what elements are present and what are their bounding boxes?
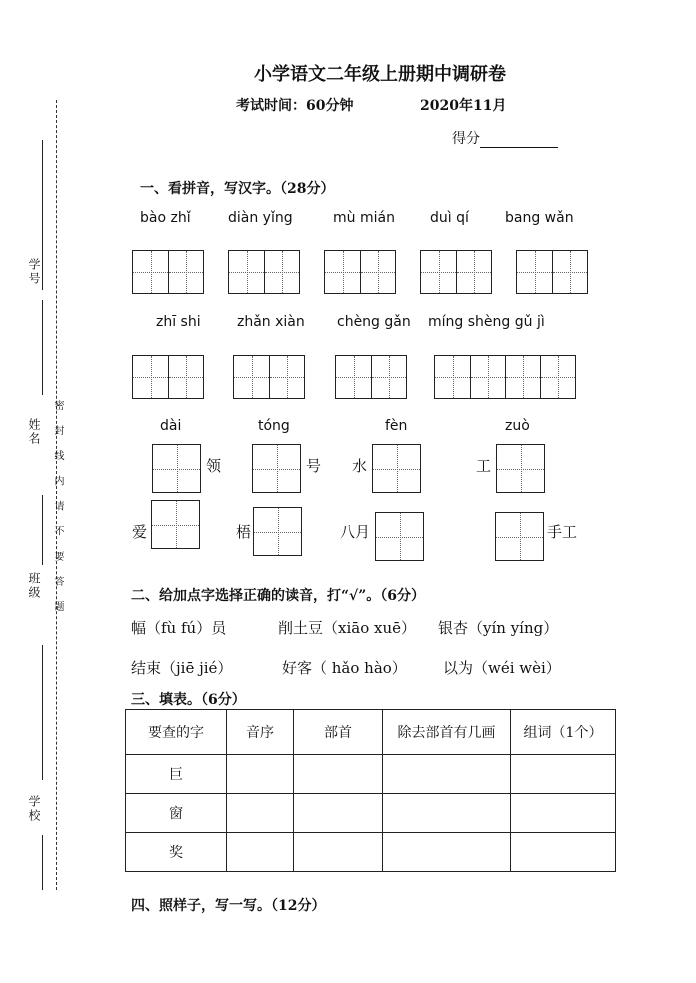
row-char: 窗 — [126, 794, 227, 833]
write-box-1-3[interactable] — [324, 250, 396, 294]
section3-heading: 三、填表。（6分） — [131, 692, 246, 708]
blank-cell[interactable] — [294, 755, 383, 794]
write-single-3-1[interactable] — [152, 444, 201, 493]
blank-cell[interactable] — [511, 833, 616, 872]
col-header: 除去部首有几画 — [383, 710, 511, 755]
pinyin-2-2: zhǎn xiàn — [237, 314, 305, 330]
write-single-4-3[interactable] — [375, 512, 424, 561]
pinyin-2-1: zhī shi — [156, 314, 201, 330]
col-header: 组词（1个） — [511, 710, 616, 755]
score-label: 得分 — [452, 131, 480, 147]
col-header: 音序 — [227, 710, 294, 755]
blank-cell[interactable] — [227, 755, 294, 794]
pinyin-1-4: duì qí — [430, 210, 469, 226]
blank-cell[interactable] — [511, 755, 616, 794]
reading-1-1[interactable]: 幅（fù fú）员 — [131, 619, 227, 637]
row-char: 奖 — [126, 833, 227, 872]
char-4-2: 梧 — [236, 523, 252, 541]
table-row — [126, 794, 616, 833]
pinyin-3-4: zuò — [505, 418, 530, 434]
blank-cell[interactable] — [383, 794, 511, 833]
section4-heading: 四、照样子，写一写。（12分） — [131, 898, 326, 914]
write-single-4-4[interactable] — [495, 512, 544, 561]
row-char: 巨 — [126, 755, 227, 794]
student-id-label: 学号 — [27, 258, 41, 286]
table-row — [126, 833, 616, 872]
write-box-2-1[interactable] — [132, 355, 204, 399]
binding-line-5 — [42, 835, 43, 890]
pinyin-1-2: diàn yǐng — [228, 210, 293, 226]
char-4-4: 手工 — [547, 523, 578, 541]
school-label: 学校 — [27, 795, 41, 823]
char-4-1: 爱 — [132, 523, 148, 541]
reading-1-2[interactable]: 削土豆（xiāo xuē） — [278, 619, 416, 637]
char-3-2: 号 — [306, 457, 322, 475]
pinyin-2-4: míng shèng gǔ jì — [428, 314, 545, 330]
col-header: 要查的字 — [126, 710, 227, 755]
table-row — [126, 755, 616, 794]
dictionary-table — [125, 709, 616, 872]
table-header-row — [126, 710, 616, 755]
blank-cell[interactable] — [511, 794, 616, 833]
write-single-4-2[interactable] — [253, 507, 302, 556]
pinyin-3-3: fèn — [385, 418, 408, 434]
score-field[interactable] — [452, 128, 558, 148]
reading-2-1[interactable]: 结束（jiē jié） — [131, 659, 233, 677]
blank-cell[interactable] — [294, 833, 383, 872]
write-box-2-3[interactable] — [335, 355, 407, 399]
pinyin-3-1: dài — [160, 418, 182, 434]
char-3-1: 领 — [206, 457, 222, 475]
write-single-4-1[interactable] — [151, 500, 200, 549]
reading-1-3[interactable]: 银杏（yín yíng） — [438, 619, 559, 637]
blank-cell[interactable] — [383, 833, 511, 872]
write-box-1-1[interactable] — [132, 250, 204, 294]
col-header: 部首 — [294, 710, 383, 755]
write-single-3-3[interactable] — [372, 444, 421, 493]
pinyin-2-3: chèng gǎn — [337, 314, 411, 330]
write-single-3-2[interactable] — [252, 444, 301, 493]
binding-line-4 — [42, 645, 43, 780]
write-single-3-4[interactable] — [496, 444, 545, 493]
section2-heading: 二、给加点字选择正确的读音，打“√”。（6分） — [131, 588, 426, 604]
name-label: 姓名 — [27, 418, 41, 446]
exam-title: 小学语文二年级上册期中调研卷 — [254, 64, 506, 85]
score-blank[interactable] — [480, 133, 558, 148]
binding-line-3 — [42, 495, 43, 565]
blank-cell[interactable] — [227, 833, 294, 872]
write-box-2-2[interactable] — [233, 355, 305, 399]
pinyin-1-3: mù mián — [333, 210, 395, 226]
char-3-4: 工 — [476, 457, 492, 475]
write-box-1-2[interactable] — [228, 250, 300, 294]
char-4-3: 八月 — [340, 523, 371, 541]
seal-notice: 密 封 线 内 请 不 要 答 题 — [52, 400, 63, 618]
pinyin-3-2: tóng — [258, 418, 290, 434]
section1-heading: 一、看拼音，写汉字。（28分） — [140, 181, 335, 197]
write-box-1-4[interactable] — [420, 250, 492, 294]
exam-date: 2020年11月 — [420, 98, 507, 114]
reading-2-3[interactable]: 以为（wéi wèi） — [443, 659, 561, 677]
pinyin-1-5: bang wǎn — [505, 210, 574, 226]
exam-time: 考试时间：60分钟 — [236, 98, 354, 114]
binding-line-2 — [42, 300, 43, 395]
write-box-2-4[interactable] — [434, 355, 576, 399]
pinyin-1-1: bào zhǐ — [140, 210, 191, 226]
blank-cell[interactable] — [383, 755, 511, 794]
reading-2-2[interactable]: 好客（ hǎo hào） — [282, 659, 407, 677]
blank-cell[interactable] — [294, 794, 383, 833]
class-label: 班级 — [27, 572, 41, 600]
char-3-3: 水 — [352, 457, 368, 475]
blank-cell[interactable] — [227, 794, 294, 833]
write-box-1-5[interactable] — [516, 250, 588, 294]
